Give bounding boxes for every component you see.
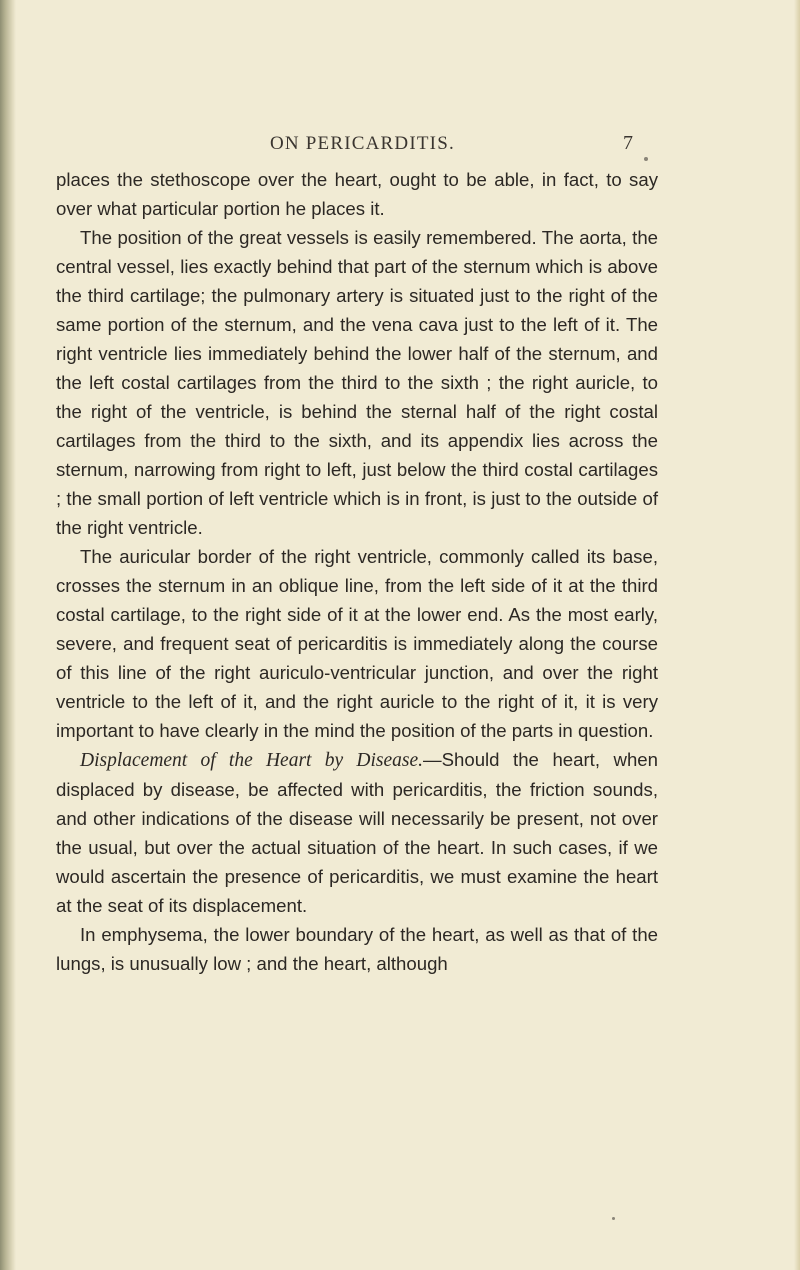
running-title: ON PERICARDITIS. — [270, 133, 455, 154]
paper-speck — [612, 1217, 615, 1220]
page-edge — [794, 0, 800, 1270]
paragraph-emphysema: In emphysema, the lower boundary of the heart, as well as that of the lungs, is unusually low ; and the heart, although — [56, 924, 658, 974]
section-heading-displacement: Displacement of the Heart by Disease. — [80, 750, 424, 771]
paragraph-auricular-border: The auricular border of the right ventricle, commonly called its base, crosses the sternum in an oblique line, from the left side of it at the third costal cartilage, to the right side of it at the lower end. As the most early, severe, and frequent seat of pericarditis is immediately along the course of this line of the right auriculo-ventricular junction, and over the right ventricle to the left of it, and the right auricle to the right of it, it is very important to have clearly in the mind the position of the parts in question. — [56, 546, 658, 741]
paragraph-great-vessels: The position of the great vessels is easily remembered. The aorta, the central vessel, lies exactly behind that part of the sternum which is above the third cartilage; the pulmonary artery is situated just to the right of the same portion of the sternum, and the vena cava just to the left of it. The right ventricle lies immediately behind the lower half of the sternum, and the left costal cartilages from the third to the sixth ; the right auricle, to the right of the ventricle, is behind the sternal half of the right costal cartilages from the third to the sixth, and its appendix lies across the sternum, narrowing from right to left, just below the third costal cartilages ; the small portion of left ventricle which is in front, is just to the outside of the right ventricle. — [56, 227, 658, 538]
paragraph-continuation: places the stethoscope over the heart, ought to be able, in fact, to say over what particular portion he places it. — [56, 169, 658, 219]
paper-speck — [644, 157, 648, 161]
displacement-text: —Should the heart, when displaced by disease, be affected with pericarditis, the friction sounds, and other indications of the disease will necessarily be present, not over the usual, but over the actual situation of the heart. In such cases, if we would ascertain the presence of pericarditis, we must examine the heart at the seat of its displacement. — [56, 749, 658, 916]
body-text — [56, 165, 658, 978]
binding-shadow — [0, 0, 16, 1270]
page-number: 7 — [623, 132, 633, 154]
paragraph-displacement — [56, 745, 658, 920]
